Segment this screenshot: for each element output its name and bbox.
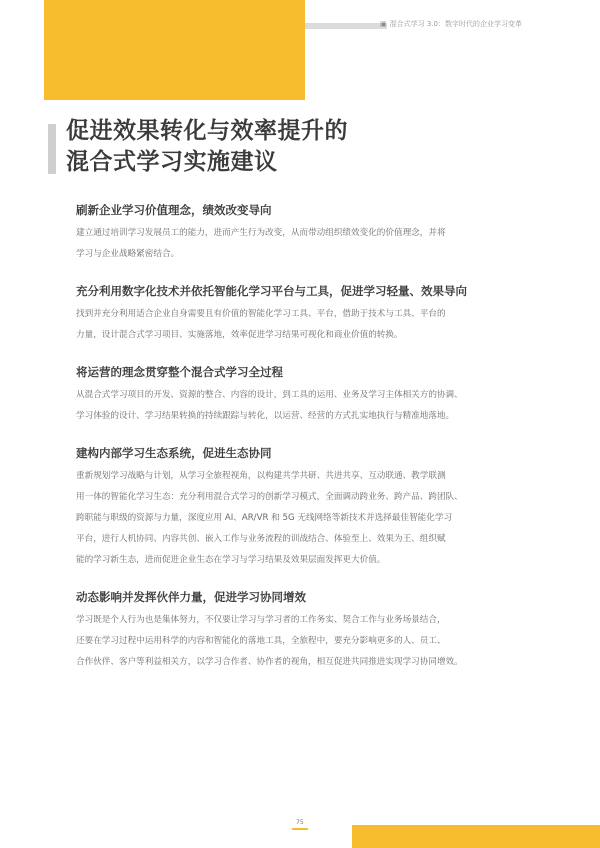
section-body-line: 还要在学习过程中运用科学的内容和智能化的落地工具，全旅程中，要充分影响更多的人、员工、 [76, 636, 446, 646]
section-heading: 充分利用数字化技术并依托智能化学习平台与工具，促进学习轻量、效果导向 [76, 284, 467, 298]
section-body-line: 用一体的智能化学习生态：充分利用混合式学习的创新学习模式，全面调动跨业务、跨产品、跨团队、 [76, 492, 463, 502]
recommendation-section [76, 202, 536, 265]
section-body-line: 平台，进行人机协同、内容共创、嵌入工作与业务流程的训战结合、体验至上、效果为王、组织赋 [76, 534, 446, 544]
recommendation-section [76, 364, 536, 427]
section-heading: 建构内部学习生态系统，促进生态协同 [76, 446, 272, 460]
section-heading: 动态影响并发挥伙伴力量，促进学习协同增效 [76, 590, 306, 604]
section-body-line: 合作伙伴、客户等利益相关方，以学习合作者、协作者的视角，相互促进共同推进实现学习协同增效。 [76, 657, 463, 667]
page-number-underline [292, 828, 308, 830]
bottom-accent-block [352, 825, 600, 848]
running-header-title: 混合式学习 3.0：数字时代的企业学习变革 [389, 20, 522, 28]
section-body-line: 找到并充分利用适合企业自身需要且有价值的智能化学习工具、平台，借助于技术与工具、平台的 [76, 309, 446, 319]
section-body-line: 重新规划学习战略与计划，从学习全旅程视角，以构建共学共研、共进共享、互动联通、教学联测 [76, 471, 446, 481]
top-accent-block [44, 0, 305, 100]
section-body-line: 学习体验的设计、学习结果转换的持续跟踪与转化，以运营、经营的方式扎实地执行与精准地落地。 [76, 411, 455, 421]
section-body-line: 跨职能与职级的资源与力量，深度应用 AI、AR/VR 和 5G 无线网络等新技术并选择最佳智能化学习 [76, 513, 453, 523]
recommendation-section [76, 589, 536, 673]
recommendation-section [76, 445, 536, 571]
section-heading: 刷新企业学习价值理念，绩效改变导向 [76, 203, 272, 217]
header-rule [305, 23, 387, 29]
running-header [380, 19, 522, 29]
section-body-line: 建立通过培训学习发展员工的能力，进而产生行为改变，从而带动组织绩效变化的价值理念，并将 [76, 228, 446, 238]
section-body-line: 学习既是个人行为也是集体努力，不仅要让学习与学习者的工作务实、契合工作与业务场景结合， [76, 615, 446, 625]
section-body-line: 能的学习新生态，进而促进企业生态在学习与学习结果及效果层面发挥更大价值。 [76, 555, 386, 565]
page-number: 75 [296, 819, 304, 826]
page-title-line-1: 促进效果转化与效率提升的 [66, 118, 348, 144]
section-body-line: 学习与企业战略紧密结合。 [76, 249, 180, 259]
page-title-line-2: 混合式学习实施建议 [66, 149, 278, 175]
title-accent-bar [48, 124, 56, 174]
recommendations-list [76, 202, 536, 691]
page-title [66, 116, 348, 178]
section-body-line: 力量，设计混合式学习项目、实施落地，效率促进学习结果可视化和商业价值的转换。 [76, 330, 403, 340]
section-body-line: 从混合式学习项目的开发、资源的整合、内容的设计，到工具的运用、业务及学习主体相关方的协调、 [76, 390, 463, 400]
book-icon: ▣ [380, 20, 387, 28]
recommendation-section [76, 283, 536, 346]
section-heading: 将运营的理念贯穿整个混合式学习全过程 [76, 365, 283, 379]
